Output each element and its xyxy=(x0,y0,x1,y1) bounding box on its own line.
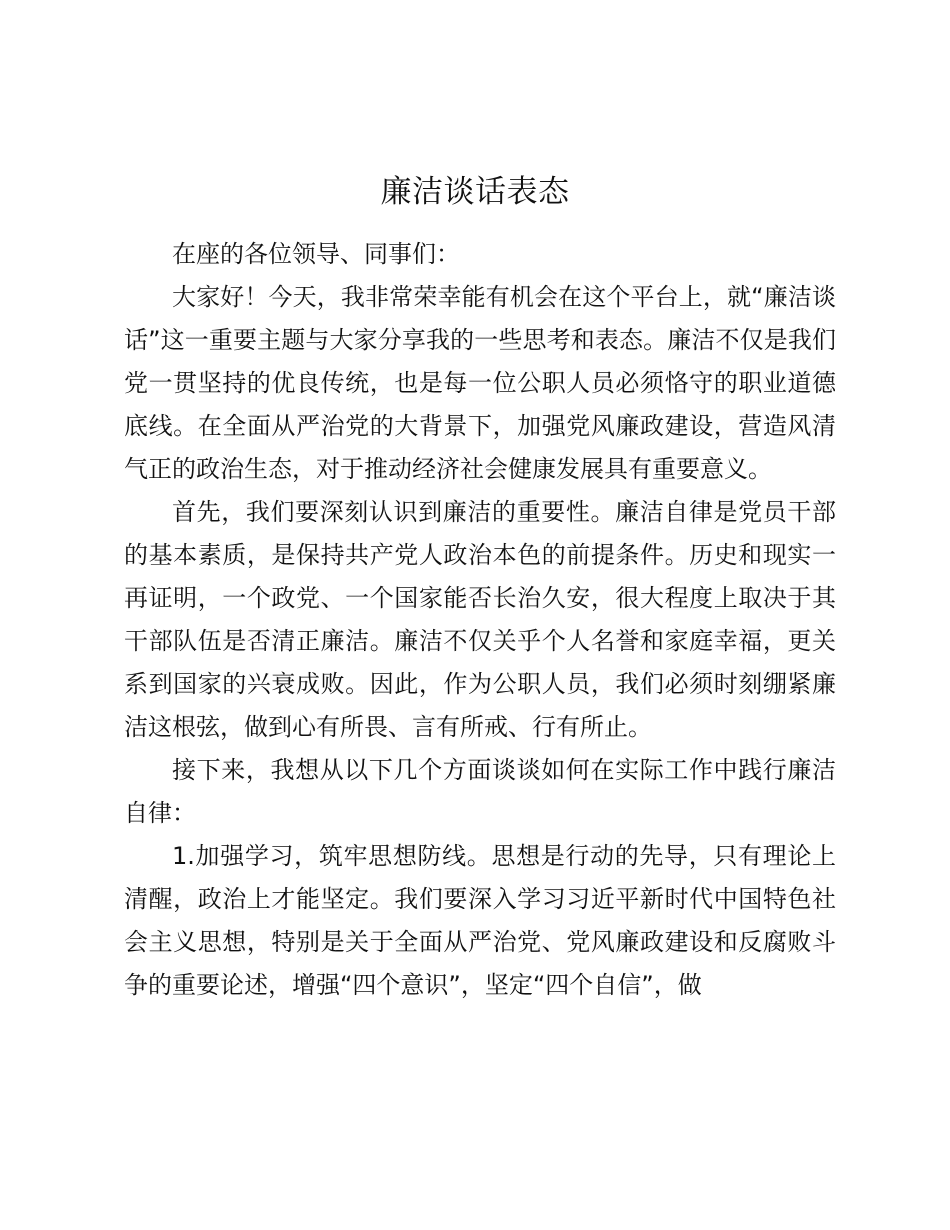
paragraph-introduction: 大家好！今天，我非常荣幸能有机会在这个平台上，就“廉洁谈话”这一重要主题与大家分享我的一些思考和表态。廉洁不仅是我们党一贯坚持的优良传统，也是每一位公职人员必须恪守的职业道德底线。在全面从严治党的大背景下，加强党风廉政建设，营造风清气正的政治生态，对于推动经济社会健康发展具有重要意义。 xyxy=(124,283,836,483)
document-body xyxy=(124,233,836,1007)
paragraph-importance: 首先，我们要深刻认识到廉洁的重要性。廉洁自律是党员干部的基本素质，是保持共产党人政治本色的前提条件。历史和现实一再证明，一个政党、一个国家能否长治久安，很大程度上取决于其干部队伍是否清正廉洁。廉洁不仅关乎个人名誉和家庭幸福，更关系到国家的兴衰成败。因此，作为公职人员，我们必须时刻绷紧廉洁这根弦，做到心有所畏、言有所戒、行有所止。 xyxy=(124,498,836,741)
paragraph-transition: 接下来，我想从以下几个方面谈谈如何在实际工作中践行廉洁自律： xyxy=(124,756,836,827)
paragraph-point-one: 1.加强学习，筑牢思想防线。思想是行动的先导，只有理论上清醒，政治上才能坚定。我们要深入学习习近平新时代中国特色社会主义思想，特别是关于全面从严治党、党风廉政建设和反腐败斗争的重要论述，增强“四个意识”，坚定“四个自信”，做 xyxy=(124,842,836,999)
paragraph-greeting: 在座的各位领导、同事们： xyxy=(172,240,460,268)
page-title: 廉洁谈话表态 xyxy=(380,174,570,210)
